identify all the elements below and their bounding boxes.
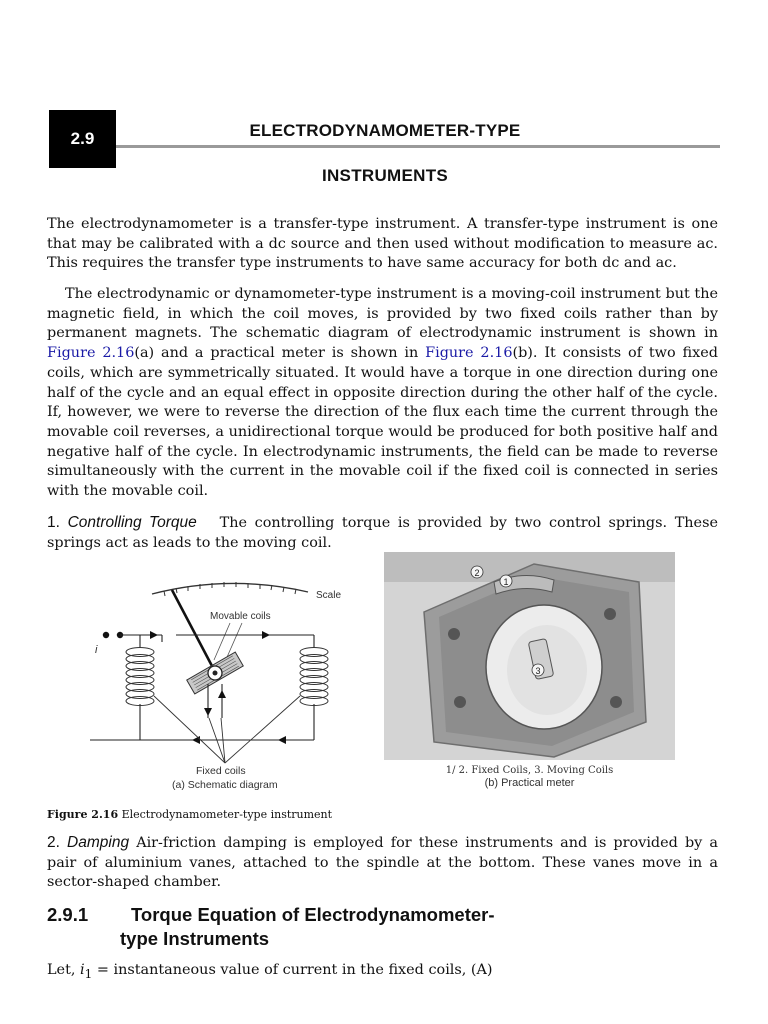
marker-2-label: 2 [474, 568, 480, 578]
figure-caption [47, 808, 332, 821]
current-label: i [95, 644, 98, 656]
item-heading: Controlling Torque [67, 514, 197, 531]
subsection-number: 2.9.1 [47, 904, 89, 925]
practical-meter-photo [384, 552, 675, 760]
fixed-coils-label: Fixed coils [196, 765, 246, 777]
figure-caption-label: Figure 2.16 [47, 808, 119, 821]
subsection-title-line2: type Instruments [120, 928, 270, 949]
paragraph-text: The controlling torque is provided by two control springs. These springs act as leads to the moving coil. [47, 515, 718, 551]
schematic-diagram [90, 568, 370, 798]
paragraph-text: (b). It consists of two fixed coils, which are symmetrically situated. It would have a torque in one direction during one half of the cycle and an equal effect in opposite direction during the other half of the cycle. If, however, we were to reverse the direction of the flux each time the current through the movable coil reverses, a unidirectional torque would be produced for both positive half and negative half of the cycle. In electrodynamic instruments, the field can be made to reverse simultaneously with the current in the movable coil if the fixed coil is connected in series with the movable coil. [47, 345, 718, 500]
paragraph-text: = instantaneous value of current in the fixed coils, (A) [92, 962, 493, 978]
paragraph-intro: The electrodynamometer is a transfer-type instrument. A transfer-type instrument is one that may be calibrated with a dc source and then used without modification to measure ac. This requires the transfer type instruments to have same accuracy for both dc and ac. [47, 216, 718, 272]
pointer-needle [172, 590, 212, 666]
subsection-title-line1: Torque Equation of Electrodynamometer- [131, 904, 495, 925]
figure-caption-text: Electrodynamometer-type instrument [118, 808, 333, 821]
leader-lines [154, 696, 300, 763]
fixed-coil-right [300, 648, 328, 706]
section-title-rule [116, 145, 720, 148]
terminal-1 [103, 632, 109, 638]
paragraph-electrodynamic [47, 285, 718, 502]
list-number: 2. [47, 834, 60, 851]
section-title-line1: ELECTRODYNAMOMETER-TYPE [249, 121, 521, 140]
variable-subscript: 1 [84, 966, 93, 981]
figure-link-a[interactable]: Figure 2.16 [47, 345, 135, 362]
paragraph-text: Let, [47, 962, 81, 978]
photo-caption [384, 764, 675, 790]
schematic-sub-caption: (a) Schematic diagram [172, 779, 278, 791]
section-number-box [49, 110, 116, 168]
fixed-coil-left [126, 648, 154, 706]
scale-label: Scale [316, 590, 342, 601]
section-title-line2: INSTRUMENTS [321, 166, 449, 185]
photo-caption-line2: (b) Practical meter [484, 777, 575, 789]
paragraph-let [47, 961, 718, 985]
meter-scale-arc [152, 583, 308, 594]
movable-coils-label: Movable coils [210, 611, 271, 622]
paragraph-controlling-torque [47, 513, 718, 553]
paragraph-text: (a) and a practical meter is shown in [134, 345, 426, 362]
item-heading: Damping [67, 834, 130, 851]
paragraph-text: The electrodynamic or dynamometer-type instrument is a moving-coil instrument but the magnetic field, in which the coil moves, is provided by two fixed coils rather than by permanent magnets. The schematic diagram of electrodynamic instrument is shown in [47, 286, 718, 342]
list-number: 1. [47, 514, 60, 531]
figure-link-b[interactable]: Figure 2.16 [425, 345, 513, 362]
paragraph-text: Air-friction damping is employed for these instruments and is provided by a pair of aluminium vanes, attached to the spindle at the bottom. These vanes move in a sector-shaped chamber. [47, 835, 718, 891]
paragraph-damping [47, 833, 718, 893]
photo-caption-line1: 1/ 2. Fixed Coils, 3. Moving Coils [445, 765, 614, 776]
variable-i: i [80, 962, 85, 978]
subsection-heading [47, 903, 495, 951]
marker-1-label: 1 [503, 577, 509, 587]
marker-3-label: 3 [535, 666, 541, 676]
section-number: 2.9 [70, 129, 95, 148]
